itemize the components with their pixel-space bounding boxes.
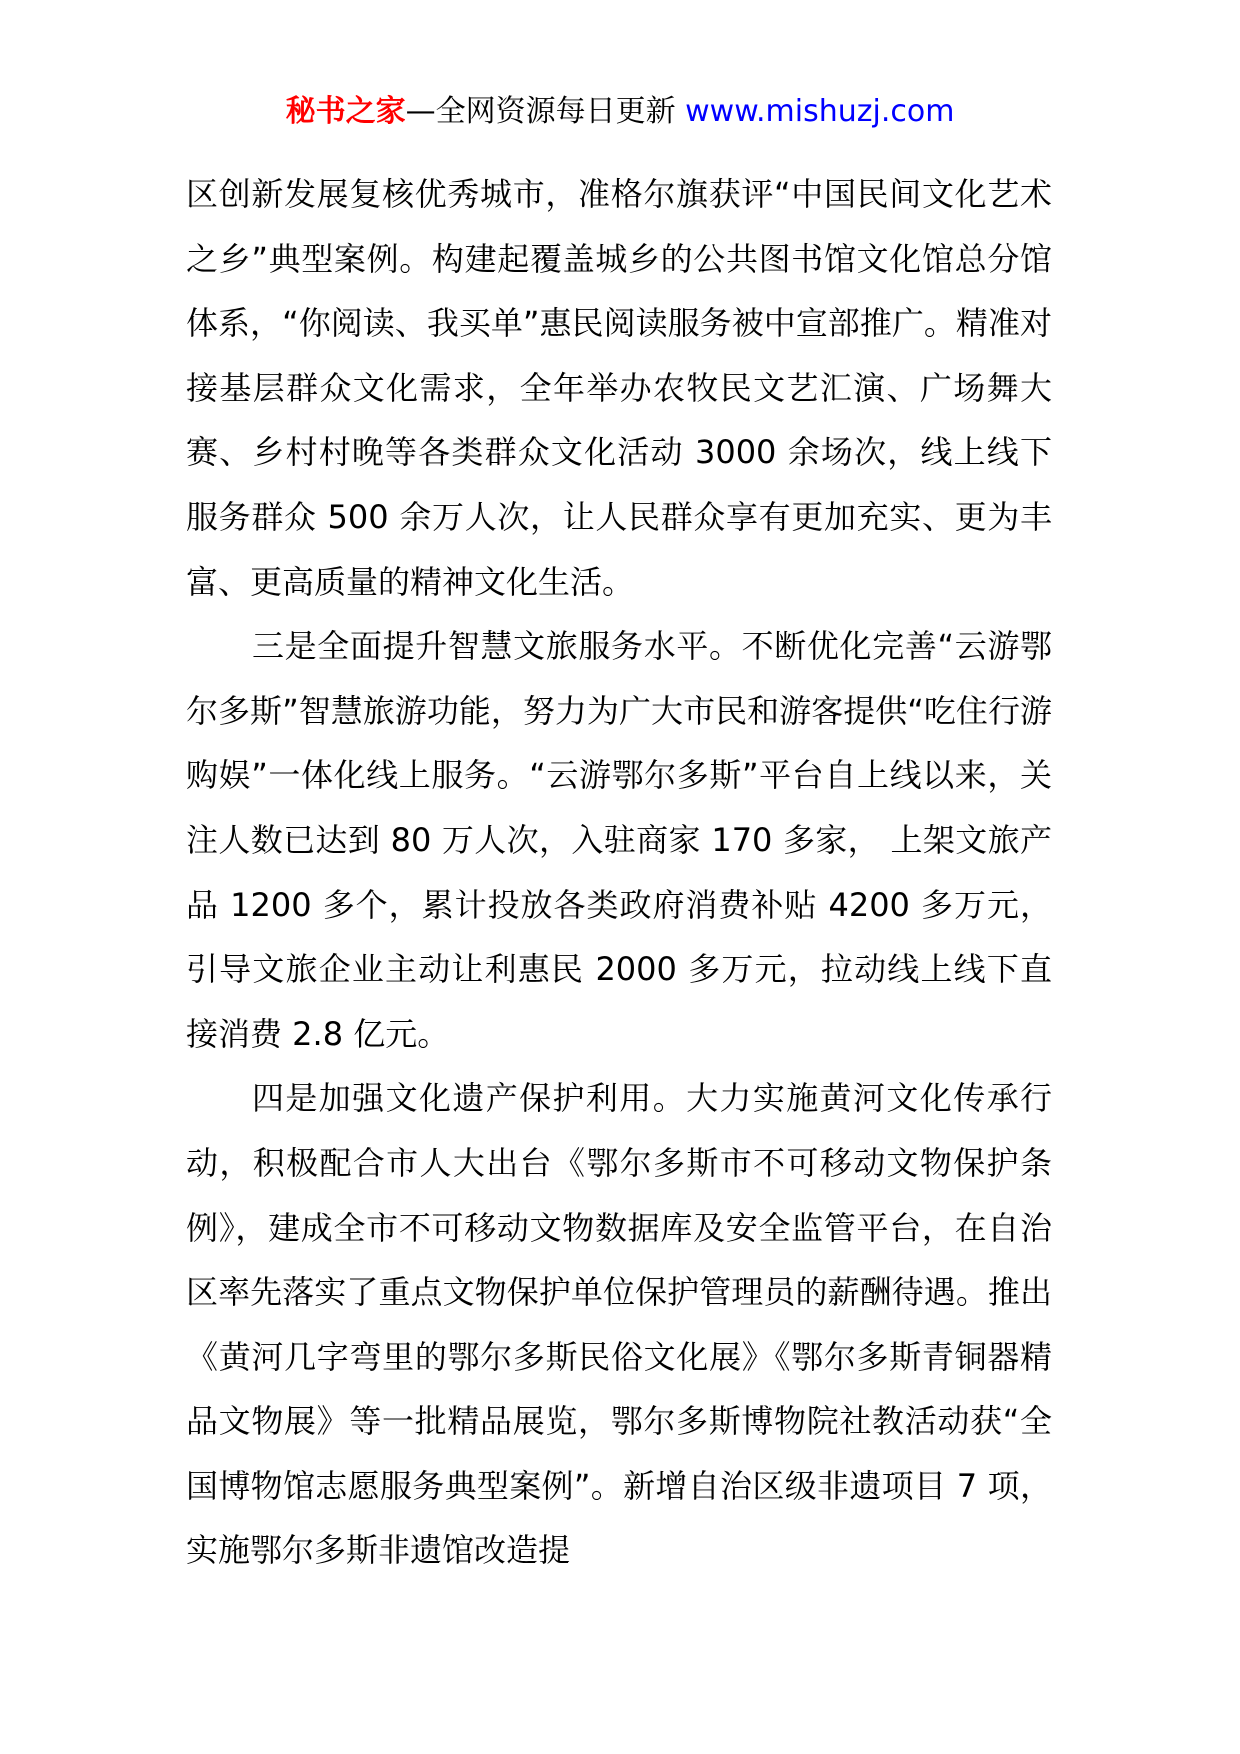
site-header — [0, 92, 1240, 132]
document-body — [186, 162, 1052, 1583]
paragraph-heritage-protection: 四是加强文化遗产保护利用。大力实施黄河文化传承行动，积极配合市人大出台《鄂尔多斯市不可移动文物保护条例》，建成全市不可移动文物数据库及安全监管平台，在自治区率先落实了重点文物保护单位保护管理员的薪酬待遇。推出《黄河几字弯里的鄂尔多斯民俗文化展》《鄂尔多斯青铜器精品文物展》等一批精品展览，鄂尔多斯博物院社教活动获“全国博物馆志愿服务典型案例”。新增自治区级非遗项目 7 项，实施鄂尔多斯非遗馆改造提 — [186, 1079, 1052, 1570]
header-tagline: —全网资源每日更新 — [405, 94, 676, 129]
paragraph-culture-services: 区创新发展复核优秀城市，准格尔旗获评“中国民间文化艺术之乡”典型案例。构建起覆盖城乡的公共图书馆文化馆总分馆体系，“你阅读、我买单”惠民阅读服务被中宣部推广。精准对接基层群众文化需求，全年举办农牧民文艺汇演、广场舞大赛、乡村村晚等各类群众文化活动 3000 余场次，线上线下服务群众 500 余万人次，让人民群众享有更加充实、更为丰富、更高质量的精神文化生活。 — [186, 175, 1052, 601]
paragraph-smart-tourism: 三是全面提升智慧文旅服务水平。不断优化完善“云游鄂尔多斯”智慧旅游功能，努力为广大市民和游客提供“吃住行游购娱”一体化线上服务。“云游鄂尔多斯”平台自上线以来，关注人数已达到 80 万人次，入驻商家 170 多家， 上架文旅产品 1200 多个，累计投放各类政府消费补贴 4200 多万元，引导文旅企业主动让利惠民 2000 多万元，拉动线上线下直接消费 2.8 亿元。 — [186, 627, 1052, 1053]
site-url-link[interactable]: www.mishuzj.com — [685, 94, 955, 129]
brand-name: 秘书之家 — [285, 94, 406, 129]
